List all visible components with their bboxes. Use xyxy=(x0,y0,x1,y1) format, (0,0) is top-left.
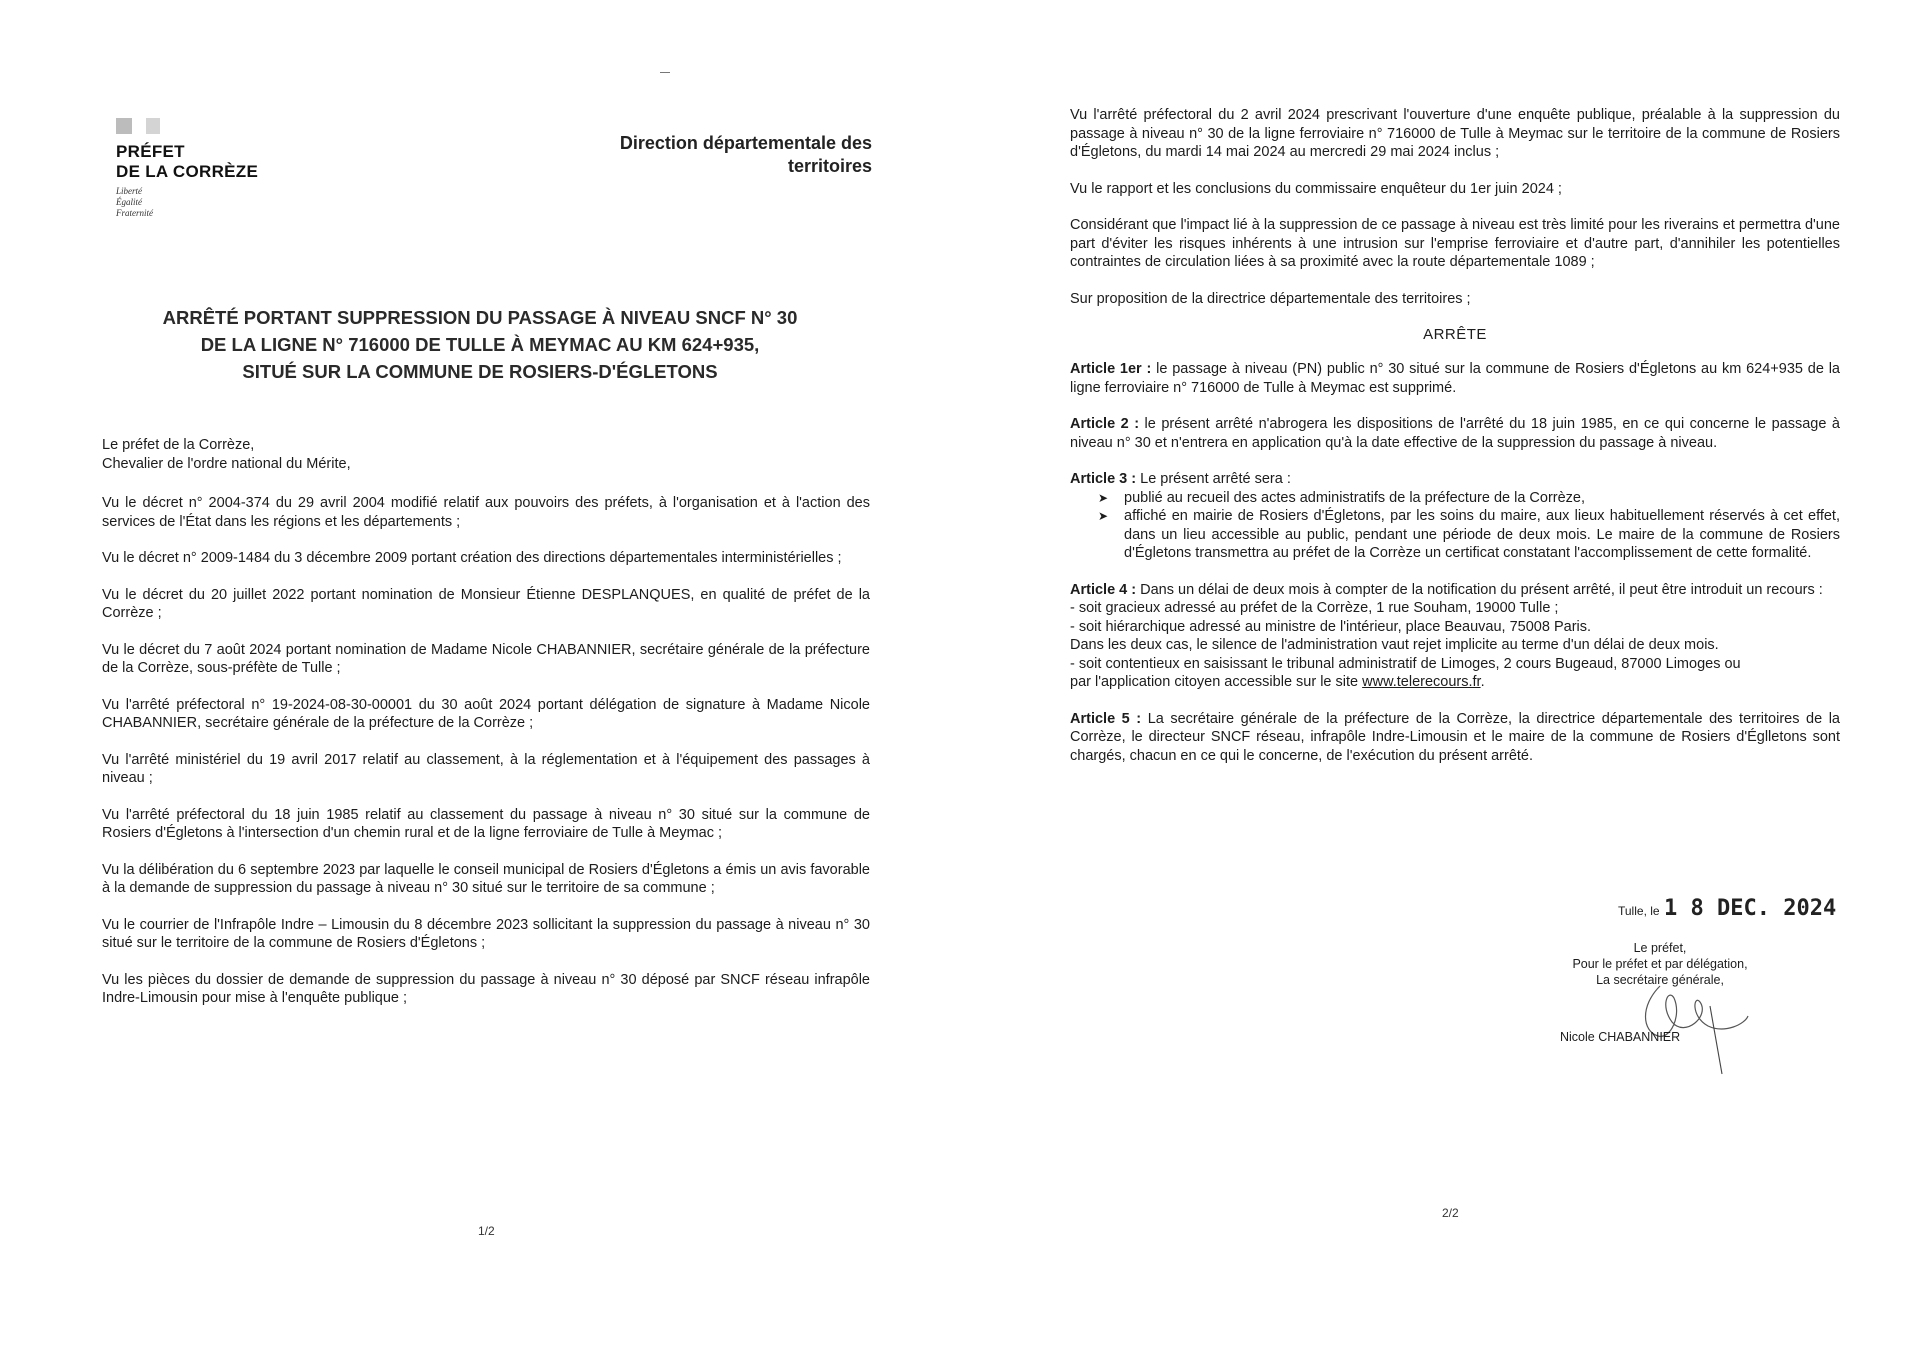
considering-paragraph: Considérant que l'impact lié à la suppression de ce passage à niveau est très limité pour les riverains et permettra d'une part d'éviter les risques inhérents à une intrusion sur l'emprise ferroviaire et d'autre part, d'annihiler les potentielles contraintes de circulation liées à sa proximité avec la route départementale 1089 ; xyxy=(1070,217,1840,270)
prefecture-logo-block xyxy=(116,118,258,219)
visa-paragraph: Vu l'arrêté ministériel du 19 avril 2017 relatif au classement, à la réglementation et à l'équipement des passages à niveau ; xyxy=(102,751,870,786)
article-4 xyxy=(1070,581,1840,692)
date-place: Tulle, le xyxy=(1618,904,1660,918)
article-4-line-2: - soit hiérarchique adressé au ministre de l'intérieur, place Beauvau, 75008 Paris. xyxy=(1070,618,1592,635)
article-3-bullet-1: publié au recueil des actes administratifs de la préfecture de la Corrèze, xyxy=(1124,489,1586,506)
list-item xyxy=(1070,489,1840,508)
list-item xyxy=(1070,507,1840,563)
prefect-intro xyxy=(102,436,870,474)
signer-name: Nicole CHABANNIER xyxy=(1560,1030,1681,1044)
date-stamp: 1 8 DEC. 2024 xyxy=(1664,896,1837,921)
date-line xyxy=(1618,896,1836,921)
article-1-label: Article 1er : xyxy=(1070,361,1152,377)
signature-line-1: Le préfet, xyxy=(1633,941,1687,955)
article-4-line-5-suffix: . xyxy=(1480,674,1485,690)
arrow-bullet-icon: ➤ xyxy=(1098,490,1109,505)
issuing-direction: Direction départementale des territoires xyxy=(619,133,872,176)
article-2 xyxy=(1070,415,1840,452)
page-number-1: 1/2 xyxy=(478,1224,495,1238)
decision-body xyxy=(1070,106,1840,783)
visa-paragraph: Vu le courrier de l'Infrapôle Indre – Limousin du 8 décembre 2023 sollicitant la suppression du passage à niveau n° 30 situé sur le territoire de la commune de Rosiers d'Égletons ; xyxy=(102,916,870,951)
article-3 xyxy=(1070,470,1840,563)
visa-paragraph: Vu le décret n° 2009-1484 du 3 décembre 2009 portant création des directions départementales interministérielles ; xyxy=(102,550,842,566)
page-number-2: 2/2 xyxy=(1442,1206,1459,1220)
document-title xyxy=(130,304,830,385)
article-4-label: Article 4 : xyxy=(1070,581,1137,598)
article-4-line-1: - soit gracieux adressé au préfet de la Corrèze, 1 rue Souham, 19000 Tulle ; xyxy=(1070,600,1559,616)
article-5-label: Article 5 : xyxy=(1070,710,1142,727)
article-5 xyxy=(1070,710,1840,766)
title-line-2: DE LA LIGNE N° 716000 DE TULLE À MEYMAC AU KM 624+935, xyxy=(200,334,760,355)
article-4-text: Dans un délai de deux mois à compter de la notification du présent arrêté, il peut être introduit un recours : xyxy=(1140,581,1823,598)
visa-paragraph: Vu le décret du 7 août 2024 portant nomination de Madame Nicole CHABANNIER, secrétaire générale de la préfecture de la Corrèze, sous-préfète de Tulle ; xyxy=(102,641,870,676)
signature-line-3: La secrétaire générale, xyxy=(1596,973,1724,987)
visa-paragraph: Vu les pièces du dossier de demande de suppression du passage à niveau n° 30 déposé par SNCF réseau infrapôle Indre-Limousin pour mise à l'enquête publique ; xyxy=(102,971,870,1006)
motto-liberte: Liberté xyxy=(116,186,142,196)
visa-paragraph: Vu le rapport et les conclusions du commissaire enquêteur du 1er juin 2024 ; xyxy=(1070,180,1562,197)
article-4-line-5-prefix: par l'application citoyen accessible sur le site xyxy=(1070,674,1363,690)
page-2 xyxy=(960,0,1920,1357)
article-3-label: Article 3 : xyxy=(1070,471,1137,487)
intro-line-1: Le préfet de la Corrèze, xyxy=(102,437,255,453)
scan-mark xyxy=(660,72,670,73)
signature-line-2: Pour le préfet et par délégation, xyxy=(1572,957,1748,971)
visa-paragraph: Vu le décret n° 2004-374 du 29 avril 2004 modifié relatif aux pouvoirs des préfets, à l'organisation et à l'action des services de l'État dans les régions et les départements ; xyxy=(102,495,870,530)
visa-paragraph: Vu l'arrêté préfectoral du 2 avril 2024 prescrivant l'ouverture d'une enquête publique, préalable à la suppression du passage à niveau n° 30 de la ligne ferroviaire n° 716000 de Tulle à Meymac sur le territoire de la commune de Rosiers d'Égletons, du mardi 14 mai 2024 au mercredi 29 mai 2024 inclus ; xyxy=(1070,107,1840,160)
visa-paragraph: Vu la délibération du 6 septembre 2023 par laquelle le conseil municipal de Rosiers d'Égletons a émis un avis favorable à la demande de suppression du passage à niveau n° 30 situé sur le territoire de sa commune ; xyxy=(102,861,870,896)
article-4-line-4: - soit contentieux en saisissant le tribunal administratif de Limoges, 2 cours Bugeaud, 87000 Limoges ou xyxy=(1070,655,1741,672)
visa-paragraph: Vu l'arrêté préfectoral du 18 juin 1985 relatif au classement du passage à niveau n° 30 situé sur la commune de Rosiers d'Égletons à l'intersection d'un chemin rural et de la ligne ferroviaire de Tulle à Meymac ; xyxy=(102,806,870,841)
motto-fraternite: Fraternité xyxy=(116,208,153,218)
article-4-line-3: Dans les deux cas, le silence de l'administration vaut rejet implicite au terme d'un délai de deux mois. xyxy=(1070,637,1719,653)
motto-egalite: Égalité xyxy=(116,197,142,207)
arrow-bullet-icon: ➤ xyxy=(1098,509,1109,523)
telerecours-link[interactable]: www.telerecours.fr xyxy=(1362,674,1481,690)
article-3-bullet-2: affiché en mairie de Rosiers d'Égletons, par les soins du maire, aux lieux habituellement réservés à cet effet, dans un lieu accessible au public, pendant une période de deux mois. Le maire de la commune de Rosiers d'Égletons transmettra au préfet de la Corrèze un certificat constatant l'accomplissement de cette formalité. xyxy=(1124,508,1840,561)
article-2-text: le présent arrêté n'abrogera les dispositions de l'arrêté du 18 juin 1985, en ce qui concerne le passage à niveau n° 30 et n'entrera en application qu'à la date effective de la suppression du passage à niveau. xyxy=(1070,416,1840,451)
visa-paragraph: Vu le décret du 20 juillet 2022 portant nomination de Monsieur Étienne DESPLANQUES, en qualité de préfet de la Corrèze ; xyxy=(102,586,870,621)
title-line-3: SITUÉ SUR LA COMMUNE DE ROSIERS-D'ÉGLETONS xyxy=(242,361,718,382)
article-1 xyxy=(1070,360,1840,397)
article-3-text: Le présent arrêté sera : xyxy=(1140,471,1291,487)
title-line-1: ARRÊTÉ PORTANT SUPPRESSION DU PASSAGE À NIVEAU SNCF N° 30 xyxy=(162,307,798,328)
visas-list xyxy=(102,494,870,1026)
intro-line-2: Chevalier de l'ordre national du Mérite, xyxy=(102,456,351,472)
prefecture-name-line2: DE LA CORRÈZE xyxy=(116,162,259,181)
proposal-paragraph: Sur proposition de la directrice départementale des territoires ; xyxy=(1070,290,1471,307)
marianne-icon xyxy=(116,118,162,136)
arrete-heading: ARRÊTE xyxy=(1423,326,1487,343)
article-4-line-5 xyxy=(1070,673,1840,692)
handwritten-signature-icon xyxy=(1630,976,1770,1076)
prefecture-name-line1: PRÉFET xyxy=(116,142,185,161)
republic-motto xyxy=(116,186,258,219)
article-2-label: Article 2 : xyxy=(1070,416,1140,432)
article-5-text: La secrétaire générale de la préfecture de la Corrèze, la directrice départementale des territoires de la Corrèze, le directeur SNCF réseau, infrapôle Indre-Limousin et le maire de la commune de Rosiers d'Églletons sont chargés, chacun en ce qui le concerne, de l'exécution du présent arrêté. xyxy=(1070,710,1840,764)
article-1-text: le passage à niveau (PN) public n° 30 situé sur la commune de Rosiers d'Égletons au km 624+935 de la ligne ferroviaire n° 716000 de Tulle à Meymac est supprimé. xyxy=(1070,361,1840,396)
article-3-bullets xyxy=(1070,489,1840,563)
visa-paragraph: Vu l'arrêté préfectoral n° 19-2024-08-30-00001 du 30 août 2024 portant délégation de signature à Madame Nicole CHABANNIER, secrétaire générale de la préfecture de la Corrèze ; xyxy=(102,696,870,731)
